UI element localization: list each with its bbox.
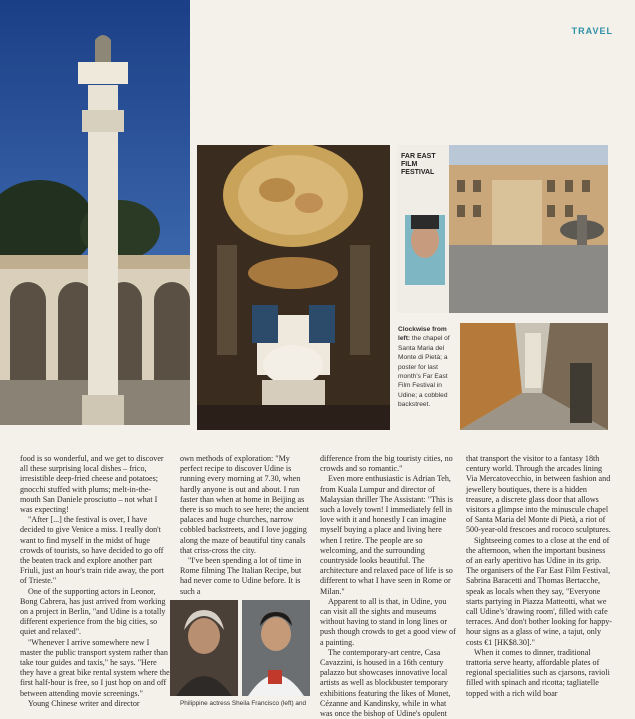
cobbled-backstreet-photo bbox=[460, 323, 608, 430]
paragraph: "Whenever I arrive somewhere new I master the public transport system rather than take tour guides and taxis," he says. "Here they have a great bike rental system where the first half-hour is free, so I just hop on and off between attending movie screenings." bbox=[20, 637, 170, 698]
paragraph: The contemporary-art centre, Casa Cavazzini, is housed in a 16th century palazzo but showcases innovative local artists as well as blockbuster temporary exhibitions featuring the likes of Monet, Cézanne and Kandinsky, while in what was once the bishop of Udine's opulent bbox=[320, 647, 451, 719]
paragraph: When it comes to dinner, traditional trattoria serve hearty, affordable plates of regional specialities such as cjarsons, ravioli filled with spinach and ricotta; tagliatelle topped with a rich wild boar bbox=[466, 647, 610, 698]
paragraph: difference from the big touristy cities, no crowds and so romantic." bbox=[320, 454, 453, 474]
poster-title: FAR EAST FILM FESTIVAL bbox=[401, 153, 436, 176]
paragraph: Apparent to all is that, in Udine, you can visit all the sights and museums without having to stand in long lines or push though crowds to get a good view of a painting. bbox=[320, 596, 456, 647]
column-statue-photo bbox=[0, 0, 190, 425]
portrait-caption: Philippine actress Sheila Francisco (left) and bbox=[180, 700, 307, 707]
article-column-3 bbox=[320, 454, 456, 719]
backstreet-image bbox=[460, 323, 608, 430]
column-statue-image bbox=[0, 0, 190, 425]
paragraph: Sightseeing comes to a close at the end of the afternoon, when the important business of an early aperitivo has Udine in its grip. The organisers of the Far East Film Festival, Sabrina Baracetti and Thomas Bertacche, speak as locals when they say, "Everyone starts partying in Piazza Matteotti, what we call Udine's 'drawing room', filled with cafe terraces. And don't bother looking for happy-hour signs as a glass of wine, a tajut, only costs €1 [HK$8.30]." bbox=[466, 535, 612, 647]
paragraph: Even more enthusiastic is Adrian Teh, from Kuala Lumpur and director of Malaysian thriller The Assistant: "This is such a lovely town! I immediately fell in love with it and honestly I can imagine myself buying a place and living here when I retire. The people are so welcoming, and the surrounding countryside looks beautiful. The architecture and relaxed pace of life is so different to what I have seen in Rome or Milan." bbox=[320, 474, 453, 596]
actors-portrait-photo bbox=[170, 600, 310, 696]
paragraph: food is so wonderful, and we get to discover all these surprising local dishes – frico, irresistible deep-fried cheese and potatoes; gnocchi stuffed with plums; melt-in-the-mouth San Daniele prosciutto – not what I was expecting! bbox=[20, 454, 164, 515]
paragraph: "I've been spending a lot of time in Rome filming The Italian Recipe, but had never come to Udine before. It is such a bbox=[180, 556, 302, 596]
festival-poster-square-photo bbox=[397, 145, 608, 313]
article-column-1 bbox=[20, 454, 170, 709]
caption-lead: Clockwise from left: bbox=[398, 326, 447, 343]
article-column-2 bbox=[180, 454, 312, 597]
caption-text: the chapel of Santa Maria del Monte di Pietà; a poster for last month's Far East Film Festival in Udine; a cobbled backstreet. bbox=[398, 335, 450, 409]
paragraph: that transport the visitor to a fantasy 18th century world. Through the arcades lining Via Mercatovecchio, in between fashion and jewellery boutiques, there is a hidden treasure, a discrete glass door that allows visitors a glimpse into the minuscule chapel of Santa Maria del Monte di Pietà, a riot of 500-year-old frescoes and rococo sculptures. bbox=[466, 454, 611, 535]
paragraph: One of the supporting actors in Leonor, Bong Cabrera, has just arrived from working on a project in Berlin, "and Udine is a totally different experience from the big cities, so quiet and relaxed". bbox=[20, 586, 166, 637]
paragraph: Young Chinese writer and director bbox=[28, 698, 140, 708]
paragraph: "After [...] the festival is over, I have decided to give Venice a miss. I really don't want to find myself in the midst of huge crowds of tourists, so have decided to go off the beaten track and explore another part Friuli, just an hour's train ride away, the port of Trieste." bbox=[20, 515, 164, 586]
section-tag: TRAVEL bbox=[571, 26, 613, 36]
portraits-image bbox=[170, 600, 310, 696]
chapel-interior-photo bbox=[197, 145, 390, 430]
article-column-4 bbox=[466, 454, 614, 699]
photo-caption bbox=[398, 325, 454, 410]
paragraph: own methods of exploration: "My perfect recipe to discover Udine is running every morning at 7.30, when hardly anyone is out and about. I run faster than when at home in Beijing as there is so much to see here; the ancient palaces and huge churches, narrow cobbled backstreets, and I love jogging along the maze of beautiful tiny canals that criss-cross the city. bbox=[180, 454, 310, 555]
chapel-image bbox=[197, 145, 390, 430]
